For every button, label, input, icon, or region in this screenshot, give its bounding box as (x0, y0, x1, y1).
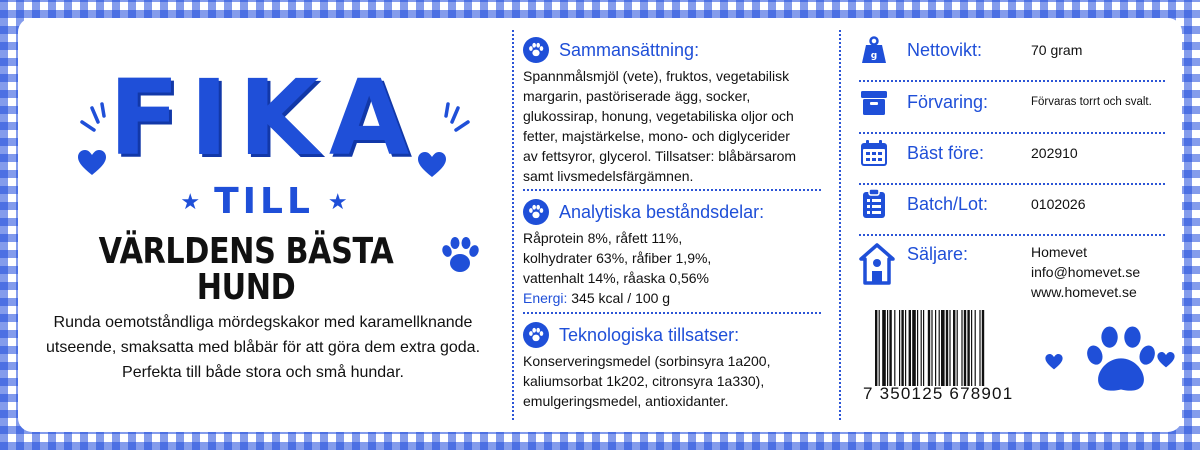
brand-subtitle-row (18, 181, 510, 222)
calendar-icon (859, 137, 889, 169)
description-line: Perfekta till både stora och små hundar. (122, 364, 404, 381)
heart-icon (1045, 354, 1063, 370)
label-card (18, 18, 1182, 432)
star-left-icon: ★ (180, 189, 201, 214)
paw-badge-icon (523, 37, 549, 63)
weight-icon (859, 34, 889, 66)
divider-horizontal (523, 189, 821, 191)
additives-header (523, 321, 831, 349)
product-description (38, 310, 488, 385)
seller-email[interactable]: info@homevet.se (1031, 264, 1141, 280)
energy-label: Energi: (523, 290, 568, 306)
best-before-label: Bäst före: (907, 142, 985, 163)
clipboard-icon (859, 188, 889, 220)
storage-value: Förvaras torrt och svalt. (1031, 96, 1152, 108)
analytical-header (523, 198, 831, 226)
analytical-title: Analytiska beståndsdelar: (559, 201, 765, 222)
batch-label: Batch/Lot: (907, 193, 989, 214)
composition-title: Sammansättning: (559, 39, 700, 60)
composition-line: margarin, pastöriserade ägg, socker, (523, 88, 751, 104)
composition-line: glukossirap, honung, vegetabiliska oljor och (523, 108, 794, 124)
best-before-row (859, 137, 1169, 169)
composition-line: samt livsmedelsfärgämnen. (523, 168, 694, 184)
batch-value: 0102026 (1031, 196, 1086, 212)
star-right-icon: ★ (327, 189, 348, 214)
storage-box-icon (859, 86, 889, 118)
seller-row (859, 240, 1169, 302)
composition-line: Spannmålsmjöl (vete), fruktos, vegetabilisk (523, 68, 790, 84)
seller-details (1031, 242, 1140, 302)
net-weight-row (859, 34, 1169, 66)
house-icon (859, 242, 895, 286)
seller-website[interactable]: www.homevet.se (1031, 284, 1137, 300)
additives-line: Konserveringsmedel (sorbinsyra 1a200, (523, 353, 771, 369)
composition-line: av fettsyror, glycerol. Tillsatser: blåbärsarom (523, 148, 797, 164)
additives-section (523, 321, 831, 411)
barcode-number: 7 350125 678901 (863, 384, 1014, 403)
info-panel (851, 18, 1171, 432)
composition-line: fetter, majstärkelse, mono- och diglycerider (523, 128, 790, 144)
ingredients-panel (523, 18, 831, 432)
analytical-line: Råprotein 8%, råfett 11%, (523, 230, 683, 246)
divider-horizontal (859, 234, 1165, 236)
analytical-section (523, 198, 831, 308)
analytical-line: vattenhalt 14%, råaska 0,56% (523, 270, 710, 286)
paw-badge-icon (523, 322, 549, 348)
additives-title: Teknologiska tillsatser: (559, 324, 740, 345)
barcode (873, 310, 1023, 386)
description-line: utseende, smaksatta med blåbär för att göra dem extra goda. (45, 339, 481, 356)
paw-badge-icon (523, 199, 549, 225)
analytical-text (523, 228, 831, 308)
svg-text:g: g (870, 51, 878, 61)
brand-headline: VÄRLDENS BÄSTA HUND (98, 231, 394, 308)
energy-value: 345 kcal / 100 g (567, 290, 671, 306)
additives-line: emulgeringsmedel, antioxidanter. (523, 393, 729, 409)
brand-subtitle: TILL (214, 181, 314, 222)
divider-horizontal (859, 132, 1165, 134)
composition-section (523, 36, 831, 186)
paw-print-large-icon (1085, 324, 1157, 396)
additives-line: kaliumsorbat 1k202, citronsyra 1a330), (523, 373, 765, 389)
storage-label: Förvaring: (907, 91, 989, 112)
additives-text (523, 351, 831, 411)
net-weight-value: 70 gram (1031, 42, 1083, 58)
brand-panel (18, 18, 510, 432)
seller-label: Säljare: (907, 244, 969, 264)
analytical-line: kolhydrater 63%, råfiber 1,9%, (523, 250, 712, 266)
description-line: Runda oemotståndliga mördegskakor med karamellknande (53, 314, 473, 331)
divider-horizontal (859, 183, 1165, 185)
divider-vertical (839, 30, 841, 420)
brand-title: FIKA (108, 57, 420, 179)
composition-header (523, 36, 831, 64)
divider-horizontal (859, 80, 1165, 82)
net-weight-label: Nettovikt: (907, 39, 983, 60)
batch-row (859, 188, 1169, 220)
divider-horizontal (523, 312, 821, 314)
composition-text (523, 66, 831, 186)
paw-print-icon (438, 233, 482, 277)
divider-vertical (512, 30, 514, 420)
seller-name: Homevet (1031, 244, 1088, 260)
best-before-value: 202910 (1031, 145, 1078, 161)
storage-row (859, 86, 1169, 118)
heart-icon (1157, 352, 1175, 368)
energy-line (523, 288, 831, 308)
